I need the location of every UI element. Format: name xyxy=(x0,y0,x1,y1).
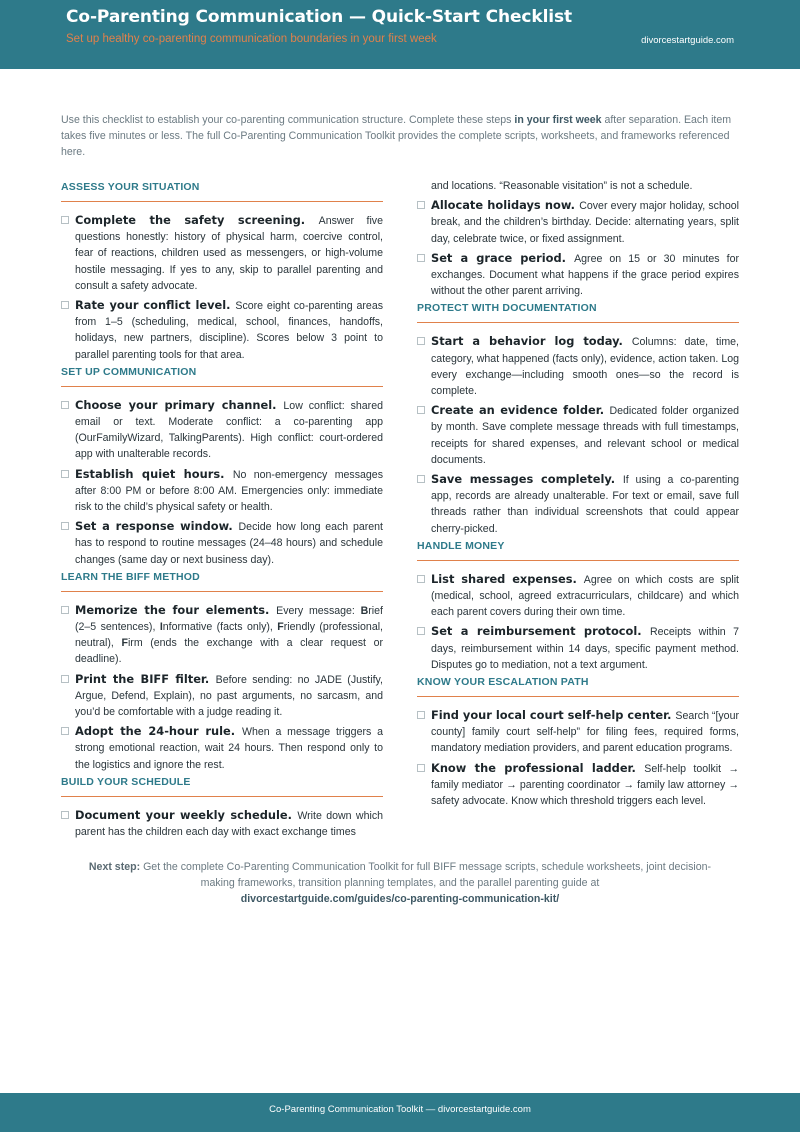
biff-letter: F xyxy=(277,621,284,634)
item-lead: Print the BIFF filter. xyxy=(75,671,210,686)
section-title-assess: ASSESS YOUR SITUATION xyxy=(61,181,383,202)
item-text: Columns: date, time, category, what happened (facts only), evidence, action taken. Log every exchange—including smooth ones—so the record is complete. xyxy=(431,336,739,398)
item-continuation: and locations. “Reasonable visitation” is not a schedule. xyxy=(431,180,693,192)
page-title: Co-Parenting Communication — Quick-Start Checklist xyxy=(66,7,573,27)
item-text: Low conflict: shared email or text. Moderate conflict: a co-parenting app (OurFamilyWizard, TalkingParents). High conflict: court-ordered app with unalterable records. xyxy=(75,399,383,461)
checkbox-icon[interactable] xyxy=(417,764,425,772)
section-title-money: HANDLE MONEY xyxy=(417,540,739,561)
checklist-item[interactable] xyxy=(417,760,739,810)
item-text: Agree on 15 or 30 minutes for exchanges. Document what happens if the grace period expires without the other parent arriving. xyxy=(431,252,739,298)
biff-word: riendly (professional, neutral), xyxy=(75,621,384,650)
checklist-item[interactable] xyxy=(417,571,739,621)
item-text: Dedicated folder organized by month. Save complete message threads with full timestamps, receipts for shared expenses, and relevant school or medical documents. xyxy=(431,405,740,466)
checklist-item[interactable] xyxy=(417,197,739,247)
checkbox-icon[interactable] xyxy=(61,216,69,224)
checkbox-icon[interactable] xyxy=(417,475,425,483)
item-lead: Set a reimbursement protocol. xyxy=(431,624,642,639)
checkbox-icon[interactable] xyxy=(61,522,69,530)
item-lead: Complete the safety screening. xyxy=(75,213,306,227)
item-lead: Adopt the 24-hour rule. xyxy=(75,724,236,739)
page-footer xyxy=(0,1093,800,1132)
item-text: When a message triggers a strong emotional reaction, wait 24 hours. Then respond only to the logistics and ignore the rest. xyxy=(75,726,384,771)
checklist-item[interactable] xyxy=(417,707,739,757)
item-lead: Allocate holidays now. xyxy=(431,198,575,213)
checklist-item[interactable] xyxy=(61,518,383,568)
checkbox-icon[interactable] xyxy=(61,470,69,478)
item-lead: Memorize the four elements. xyxy=(75,602,270,617)
intro-emphasis: in your first week xyxy=(514,114,602,126)
checklist-item[interactable] xyxy=(61,212,383,294)
checkbox-icon[interactable] xyxy=(417,201,425,209)
section-title-biff: LEARN THE BIFF METHOD xyxy=(61,571,383,592)
section-title-communication: SET UP COMMUNICATION xyxy=(61,366,383,387)
checklist-item[interactable] xyxy=(417,250,739,300)
intro-paragraph xyxy=(61,112,739,161)
checkbox-icon[interactable] xyxy=(417,254,425,262)
biff-word: rief (2–5 sentences), xyxy=(75,604,383,634)
checkbox-icon[interactable] xyxy=(61,606,69,614)
item-lead: Rate your conflict level. xyxy=(75,298,231,313)
footer-text: Co-Parenting Communication Toolkit — divorcestartguide.com xyxy=(269,1104,531,1115)
item-lead: Find your local court self-help center. xyxy=(431,708,672,723)
biff-letter: I xyxy=(159,621,163,634)
item-lead: Set a response window. xyxy=(75,519,233,534)
next-step-callout xyxy=(80,859,720,908)
checkbox-icon[interactable] xyxy=(417,575,425,583)
toolkit-link[interactable]: divorcestartguide.com/guides/co-parenting-communication-kit/ xyxy=(240,893,560,906)
item-text: Every message: xyxy=(276,604,361,617)
item-lead: Start a behavior log today. xyxy=(431,334,623,349)
item-lead: Know the professional ladder. xyxy=(431,760,636,775)
item-lead: Create an evidence folder. xyxy=(431,403,605,418)
page-subtitle: Set up healthy co-parenting communication boundaries in your first week xyxy=(66,33,437,45)
biff-word: nformative (facts only), xyxy=(162,621,278,634)
item-lead: Establish quiet hours. xyxy=(75,466,225,481)
header-site-link[interactable]: divorcestartguide.com xyxy=(641,35,734,46)
item-text: Before sending: no JADE (Justify, Argue, Defend, Explain), no past arguments, no sarcasm, and you’d be comfortable with a judge reading it. xyxy=(75,673,383,719)
item-text: Receipts within 7 days, reimbursement within 14 days, specific payment method. Disputes go to mediation, not a text argument. xyxy=(431,626,739,671)
left-column xyxy=(61,178,383,843)
item-lead: Set a grace period. xyxy=(431,250,566,265)
right-column xyxy=(417,178,739,812)
page-header xyxy=(0,0,800,69)
checklist-item[interactable] xyxy=(417,471,739,537)
checklist-item[interactable] xyxy=(417,402,739,468)
checkbox-icon[interactable] xyxy=(61,401,69,409)
checklist-item[interactable] xyxy=(417,623,739,673)
checklist-item[interactable] xyxy=(61,602,383,668)
next-step-label: Next step: xyxy=(88,861,141,873)
item-text: Cover every major holiday, school break, and the children’s birthday. Decide: alternating years, split day, celebrate twice, or fixed assignment. xyxy=(431,200,740,245)
item-text: Decide how long each parent has to respond to routine messages (24–48 hours) and schedule changes (same day or next business day). xyxy=(75,521,383,566)
item-text: Self-help toolkit → family mediator → parenting coordinator → family law attorney → safety advocate. Know which threshold triggers each level. xyxy=(431,762,740,808)
item-lead: Save messages completely. xyxy=(431,472,616,487)
checklist-item[interactable] xyxy=(61,466,383,516)
checkbox-icon[interactable] xyxy=(61,811,69,819)
section-title-documentation: PROTECT WITH DOCUMENTATION xyxy=(417,302,739,323)
checklist-item[interactable] xyxy=(61,807,383,840)
checkbox-icon[interactable] xyxy=(417,406,425,414)
checklist-item[interactable] xyxy=(61,397,383,463)
item-lead: Document your weekly schedule. xyxy=(75,807,292,822)
checklist-item[interactable] xyxy=(61,297,383,363)
item-lead: Choose your primary channel. xyxy=(75,397,277,412)
section-title-schedule: BUILD YOUR SCHEDULE xyxy=(61,776,383,797)
next-step-text: Get the complete Co-Parenting Communication Toolkit for full BIFF message scripts, schedule worksheets, joint decision-making frameworks, transition planning templates, and the parallel parenting guide at xyxy=(140,861,712,890)
item-text: Answer five questions honestly: history of physical harm, coercive control, fear of reactions, children used as messengers, or high-volume hostile messaging. If yes to any, skip to parallel parenting and consult a safety advocate. xyxy=(75,215,383,292)
biff-letter: F xyxy=(121,637,128,650)
checklist-item[interactable] xyxy=(61,671,383,721)
checkbox-icon[interactable] xyxy=(61,727,69,735)
item-text: Agree on which costs are split (medical, school, agreed extracurriculars, childcare) and which each parent covers during their own time. xyxy=(431,573,739,619)
item-text: If using a co-parenting app, records are already unalterable. For text or email, save full threads rather than individual screenshots that could appear cherry-picked. xyxy=(431,474,740,535)
item-text: Write down which parent has the children each day with exact exchange times xyxy=(75,809,384,839)
intro-text-end: after separation. Each item takes five minutes or less. The full Co-Parenting Communication Toolkit provides the complete scripts, worksheets, and frameworks referenced here. xyxy=(61,114,732,159)
checkbox-icon[interactable] xyxy=(61,301,69,309)
biff-letter: B xyxy=(360,604,369,617)
item-text: No non-emergency messages after 8:00 PM or before 8:00 AM. Emergencies only: immediate risk to the child’s physical safety or health. xyxy=(75,468,383,514)
section-title-escalation: KNOW YOUR ESCALATION PATH xyxy=(417,676,739,697)
checklist-item[interactable] xyxy=(61,723,383,773)
checkbox-icon[interactable] xyxy=(417,337,425,345)
checkbox-icon[interactable] xyxy=(417,627,425,635)
item-text: Score eight co-parenting areas from 1–5 (scheduling, medical, school, finances, handoffs, holidays, new partners, discipline). Scores below 3 point to parallel parenting tools for that area. xyxy=(75,300,384,361)
biff-word: irm (ends the exchange with a clear request or deadline). xyxy=(75,637,384,666)
item-text: Search “[your county] family court self-help” for filing fees, required forms, mandatory mediation providers, and parent education programs. xyxy=(431,710,739,755)
checkbox-icon[interactable] xyxy=(61,675,69,683)
checklist-item[interactable] xyxy=(417,333,739,399)
checkbox-icon[interactable] xyxy=(417,711,425,719)
intro-text-start: Use this checklist to establish your co-parenting communication structure. Complete these steps xyxy=(61,114,515,126)
item-lead: List shared expenses. xyxy=(431,571,577,586)
